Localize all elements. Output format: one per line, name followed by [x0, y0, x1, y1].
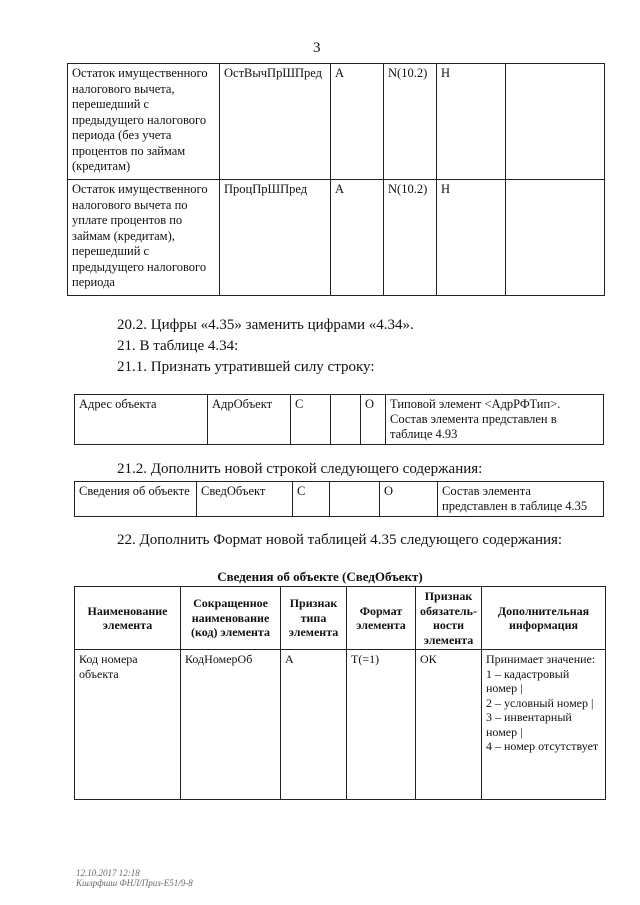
- element-info-cell: [506, 64, 605, 180]
- element-code-cell: ОстВычПрШПред: [220, 64, 331, 180]
- table-row: [75, 650, 606, 800]
- element-req-cell: Н: [437, 64, 506, 180]
- paragraph-21: 21. В таблице 4.34:: [117, 338, 239, 354]
- paragraph-21-2: 21.2. Дополнить новой строкой следующего содержания:: [117, 461, 483, 477]
- new-table-4-35: [74, 586, 606, 800]
- element-format-cell: [331, 395, 361, 445]
- header-req: Признак обязатель-ности элемента: [416, 587, 482, 650]
- header-format: Формат элемента: [347, 587, 416, 650]
- element-type-cell: С: [291, 395, 331, 445]
- footer-line: 12.10.2017 12:18: [76, 868, 140, 878]
- info-line: Принимает значение:: [486, 652, 596, 666]
- revoked-row-table: [74, 394, 604, 445]
- element-name-cell: Остаток имущественного налогового вычета, перешедший с предыдущего налогового периода (без учета процентов по займам (кредитам): [68, 64, 220, 180]
- info-line: 4 – номер отсутствует: [486, 739, 599, 753]
- element-name-cell: Остаток имущественного налогового вычета по уплате процентов по займам (кредитам), перешедший с предыдущего налогового периода: [68, 180, 220, 296]
- table-header-row: [75, 587, 606, 650]
- element-info-cell: [482, 650, 606, 800]
- element-type-cell: А: [331, 64, 384, 180]
- element-name-cell: Сведения об объекте: [75, 482, 197, 517]
- paragraph-22: 22. Дополнить Формат новой таблицей 4.35 следующего содержания:: [117, 532, 563, 548]
- table-row: [75, 482, 604, 517]
- table-row: [75, 395, 604, 445]
- element-format-cell: N(10.2): [384, 180, 437, 296]
- header-info: Дополнительная информация: [482, 587, 606, 650]
- element-code-cell: АдрОбъект: [208, 395, 291, 445]
- continuation-table: [67, 63, 605, 296]
- footer-line: Кшлрфшш ФНЛ/Приз-Е51/9-8: [76, 878, 193, 888]
- element-req-cell: Н: [437, 180, 506, 296]
- header-type: Признак типа элемента: [281, 587, 347, 650]
- header-code: Сокращенное наименование (код) элемента: [181, 587, 281, 650]
- info-line: 1 – кадастровый номер |: [486, 666, 570, 695]
- element-format-cell: T(=1): [347, 650, 416, 800]
- table-row: [68, 64, 605, 180]
- element-req-cell: ОК: [416, 650, 482, 800]
- new-row-table: [74, 481, 604, 517]
- element-code-cell: ПроцПрШПред: [220, 180, 331, 296]
- info-line: 3 – инвентарный номер |: [486, 710, 572, 739]
- element-code-cell: КодНомерОб: [181, 650, 281, 800]
- header-name: Наименование элемента: [75, 587, 181, 650]
- table-caption: Сведения об объекте (СведОбъект): [217, 569, 423, 584]
- info-line: 2 – условный номер |: [486, 695, 594, 710]
- element-type-cell: А: [281, 650, 347, 800]
- element-format-cell: N(10.2): [384, 64, 437, 180]
- paragraph-20-2: 20.2. Цифры «4.35» заменить цифрами «4.34».: [117, 317, 414, 333]
- element-info-cell: Типовой элемент <АдрРФТип>. Состав элемента представлен в таблице 4.93: [386, 395, 604, 445]
- element-info-cell: [506, 180, 605, 296]
- element-req-cell: О: [380, 482, 438, 517]
- table-row: [68, 180, 605, 296]
- element-type-cell: С: [293, 482, 330, 517]
- paragraph-21-1: 21.1. Признать утратившей силу строку:: [117, 359, 375, 375]
- element-name-cell: Код номера объекта: [75, 650, 181, 800]
- page-number: 3: [313, 40, 321, 56]
- element-req-cell: О: [361, 395, 386, 445]
- element-code-cell: СведОбъект: [197, 482, 293, 517]
- element-type-cell: А: [331, 180, 384, 296]
- element-format-cell: [330, 482, 380, 517]
- element-name-cell: Адрес объекта: [75, 395, 208, 445]
- element-info-cell: Состав элемента представлен в таблице 4.35: [438, 482, 604, 517]
- footer-stamp: [76, 868, 193, 888]
